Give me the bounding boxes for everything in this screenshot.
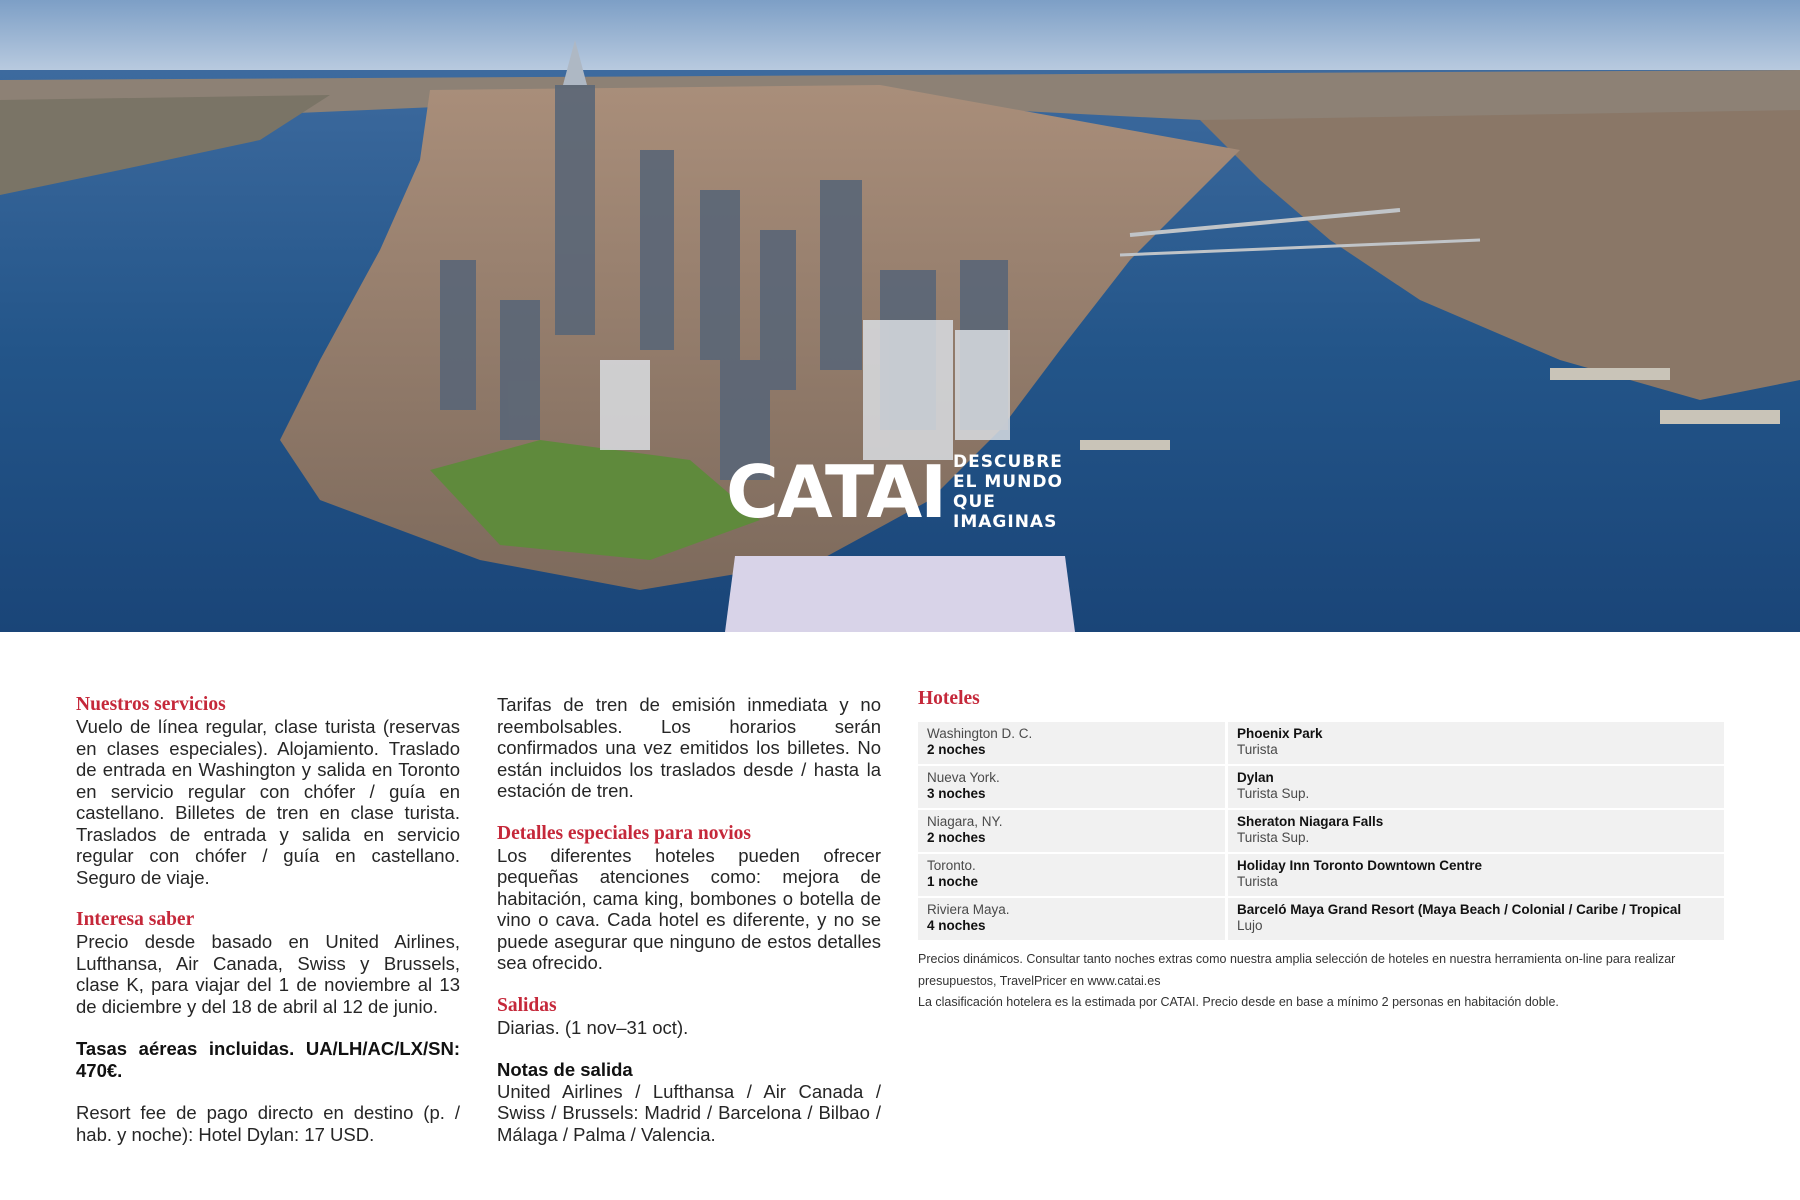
hotel-nights: 2 noches bbox=[927, 829, 986, 845]
hotel-row bbox=[918, 766, 1724, 808]
hotel-category: Turista bbox=[1237, 873, 1278, 889]
text-interesa: Precio desde basado en United Airlines, Lufthansa, Air Canada, Swiss y Brussels, clase K, para viajar del 1 de noviembre al 13 de diciembre y del 18 de abril al 12 de junio. bbox=[76, 931, 460, 1017]
hotel-nights: 4 noches bbox=[927, 917, 986, 933]
heading-hoteles: Hoteles bbox=[918, 688, 980, 709]
hotel-city: Washington D. C. bbox=[927, 726, 1033, 741]
hotel-name-cell bbox=[1228, 854, 1724, 896]
hotel-name: Phoenix Park bbox=[1237, 726, 1323, 741]
hotel-nights: 2 noches bbox=[927, 741, 986, 757]
heading-novios: Detalles especiales para novios bbox=[497, 822, 752, 844]
text-notas: United Airlines / Lufthansa / Air Canada / Swiss / Brussels: Madrid / Barcelona / Bilbao / Málaga / Palma / Valencia. bbox=[497, 1080, 881, 1145]
hotel-city-cell bbox=[918, 766, 1225, 808]
hotel-city: Niagara, NY. bbox=[927, 814, 1003, 829]
hotel-city-cell bbox=[918, 810, 1225, 852]
hotel-category: Lujo bbox=[1237, 917, 1263, 933]
hotel-city-cell bbox=[918, 854, 1225, 896]
hotel-nights: 3 noches bbox=[927, 785, 986, 801]
hotel-city: Nueva York. bbox=[927, 770, 1000, 785]
hotel-row bbox=[918, 854, 1724, 896]
hotel-row bbox=[918, 898, 1724, 940]
hotel-city-cell bbox=[918, 722, 1225, 764]
text-salidas: Diarias. (1 nov–31 oct). bbox=[497, 1016, 689, 1038]
decorative-tab bbox=[725, 556, 1075, 632]
heading-salidas: Salidas bbox=[497, 994, 557, 1016]
hotel-note-prices: Precios dinámicos. Consultar tanto noches extras como nuestra amplia selección de hoteles en nuestra herramienta on-line para realizar presupuestos, TravelPricer en www.catai.es bbox=[918, 952, 1676, 988]
hotel-city: Toronto. bbox=[927, 858, 976, 873]
hotel-row bbox=[918, 722, 1724, 764]
column-middle bbox=[497, 694, 881, 1145]
heading-notas: Notas de salida bbox=[497, 1059, 633, 1080]
hotel-name-cell bbox=[1228, 810, 1724, 852]
heading-interesa: Interesa saber bbox=[76, 909, 195, 930]
heading-servicios: Nuestros servicios bbox=[76, 694, 226, 715]
hotel-name: Dylan bbox=[1237, 770, 1274, 785]
catai-logo bbox=[726, 452, 1093, 532]
hotel-row bbox=[918, 810, 1724, 852]
hotel-category: Turista Sup. bbox=[1237, 785, 1310, 801]
hotels-section bbox=[918, 688, 1724, 1014]
hotel-city: Riviera Maya. bbox=[927, 902, 1010, 917]
hotel-category: Turista Sup. bbox=[1237, 829, 1310, 845]
text-resort: Resort fee de pago directo en destino (p. / hab. y noche): Hotel Dylan: 17 USD. bbox=[76, 1102, 460, 1145]
hotel-notes bbox=[918, 949, 1724, 1014]
hotel-name: Holiday Inn Toronto Downtown Centre bbox=[1237, 858, 1482, 873]
hotel-category: Turista bbox=[1237, 741, 1278, 757]
column-left bbox=[76, 694, 460, 1145]
hotel-name-cell bbox=[1228, 898, 1724, 940]
hotel-name: Sheraton Niagara Falls bbox=[1237, 814, 1384, 829]
hotel-name: Barceló Maya Grand Resort (Maya Beach / Colonial / Caribe / Tropical bbox=[1237, 902, 1682, 917]
hotel-name-cell bbox=[1228, 766, 1724, 808]
hotel-nights: 1 noche bbox=[927, 873, 979, 889]
hotel-name-cell bbox=[1228, 722, 1724, 764]
text-tarifas: Tarifas de tren de emisión inmediata y no reembolsables. Los horarios serán confirmados una vez emitidos los billetes. No están incluidos los traslados desde / hasta la estación de tren. bbox=[497, 694, 881, 801]
text-servicios: Vuelo de línea regular, clase turista (reservas en clases especiales). Alojamiento. Traslado de entrada en Washington y salida en Toronto en servicio regular con chófer / guía en castellano. Billetes de tren en clase turista. Traslados de entrada y salida en servicio regular con chófer / guía en castellano. Seguro de viaje. bbox=[76, 716, 460, 888]
hotel-note-classification: La clasificación hotelera es la estimada por CATAI. Precio desde en base a mínimo 2 personas en habitación doble. bbox=[918, 995, 1559, 1009]
text-tasas: Tasas aéreas incluidas. UA/LH/AC/LX/SN: 470€. bbox=[76, 1038, 460, 1081]
text-novios: Los diferentes hoteles pueden ofrecer pequeñas atenciones como: mejora de habitación, cama king, bombones o botella de vino o cava. Cada hotel es diferente, y no se puede asegurar que ninguno de estos detalles sea ofrecido. bbox=[497, 844, 881, 973]
hotel-city-cell bbox=[918, 898, 1225, 940]
brand-name: CATAI bbox=[726, 450, 946, 534]
brand-tagline: DESCUBRE EL MUNDO QUE IMAGINAS bbox=[953, 452, 1063, 532]
